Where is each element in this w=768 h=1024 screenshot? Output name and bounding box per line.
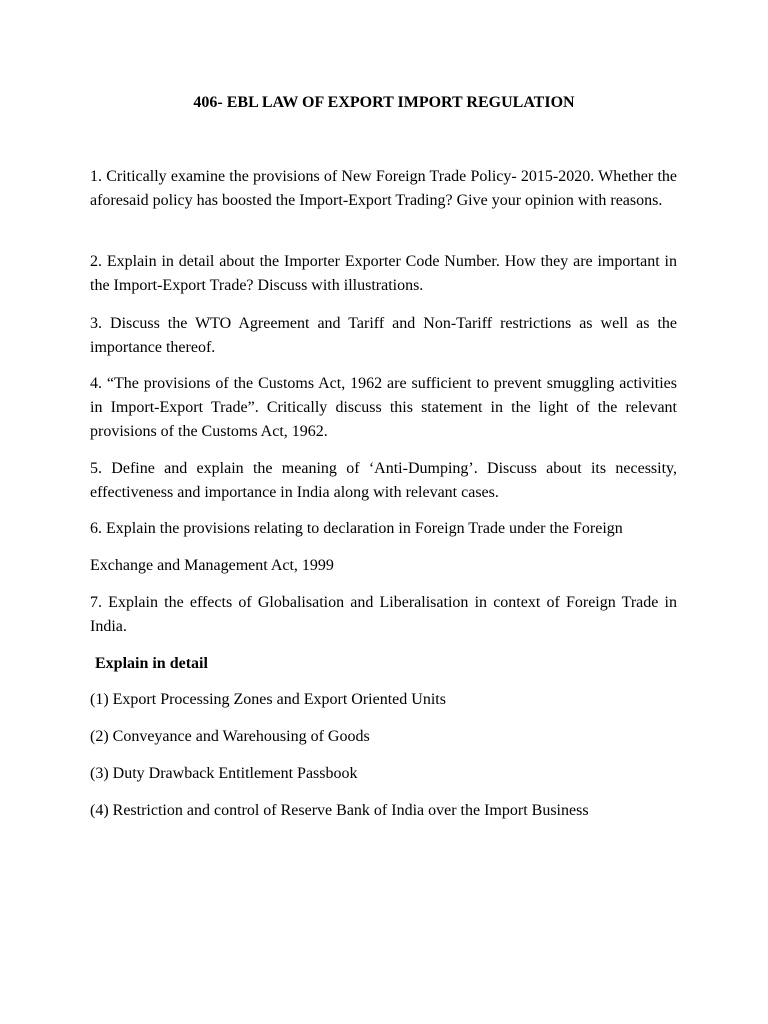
question-1: 1. Critically examine the provisions of New Foreign Trade Policy- 2015-2020. Whether the aforesaid policy has boosted the Import-Export Trading? Give your opinion with reasons.	[90, 168, 677, 209]
document-title: 406- EBL LAW OF EXPORT IMPORT REGULATION	[193, 94, 575, 111]
detail-item-1: (1) Export Processing Zones and Export Oriented Units	[90, 691, 446, 708]
question-5: 5. Define and explain the meaning of ‘Anti-Dumping’. Discuss about its necessity, effectiveness and importance in India along with relevant cases.	[90, 460, 677, 501]
question-7: 7. Explain the effects of Globalisation and Liberalisation in context of Foreign Trade in India.	[90, 594, 677, 635]
detail-item-4: (4) Restriction and control of Reserve Bank of India over the Import Business	[90, 802, 589, 819]
detail-item-3: (3) Duty Drawback Entitlement Passbook	[90, 765, 358, 782]
detail-item-2: (2) Conveyance and Warehousing of Goods	[90, 728, 370, 745]
question-6-continued: Exchange and Management Act, 1999	[90, 557, 334, 574]
question-3: 3. Discuss the WTO Agreement and Tariff and Non-Tariff restrictions as well as the importance thereof.	[90, 315, 677, 356]
detail-heading: Explain in detail	[95, 655, 208, 672]
question-6: 6. Explain the provisions relating to declaration in Foreign Trade under the Foreign	[90, 520, 623, 537]
question-2: 2. Explain in detail about the Importer Exporter Code Number. How they are important in the Import-Export Trade? Discuss with illustrations.	[90, 253, 677, 294]
question-4: 4. “The provisions of the Customs Act, 1962 are sufficient to prevent smuggling activities in Import-Export Trade”. Critically discuss this statement in the light of the relevant provisions of the Customs Act, 1962.	[90, 375, 677, 440]
